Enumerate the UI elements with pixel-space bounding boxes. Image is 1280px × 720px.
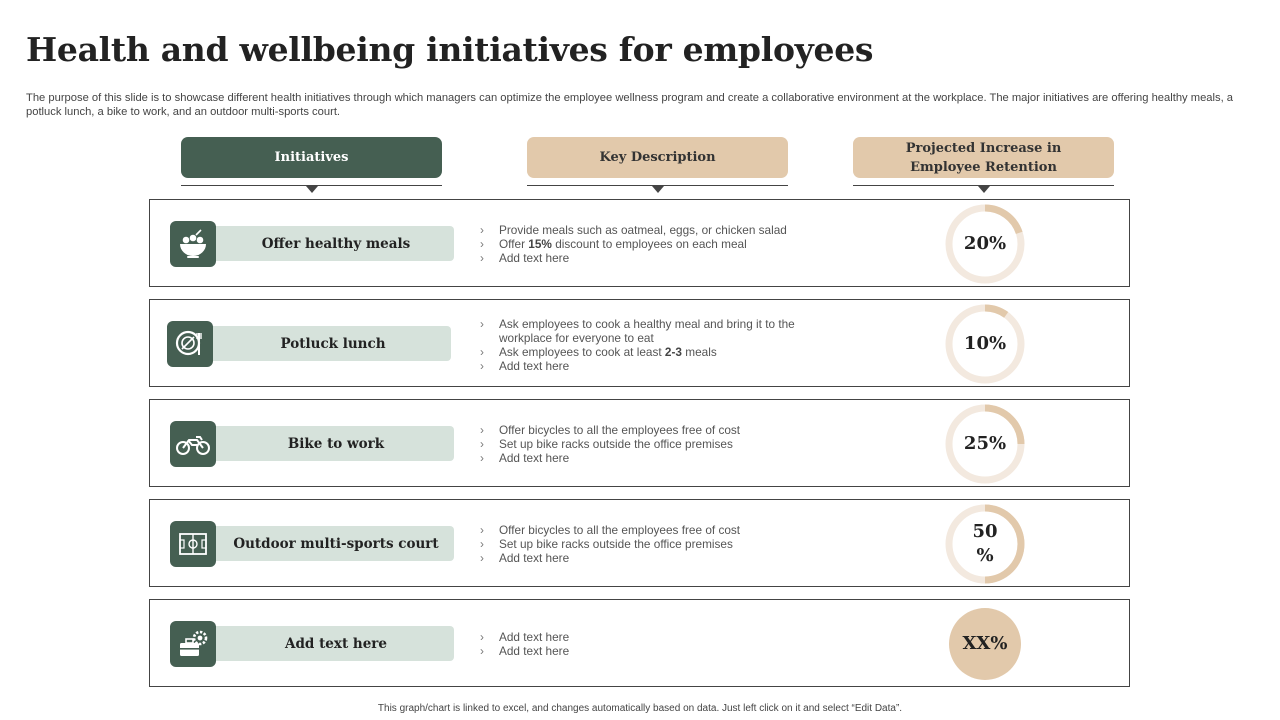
- description-text: Set up bike racks outside the office premises: [499, 537, 733, 551]
- description-item: [480, 317, 820, 345]
- description-item: [480, 523, 820, 537]
- retention-donut: [943, 402, 1027, 486]
- description-text: Add text here: [499, 644, 570, 658]
- description-item: [480, 251, 820, 265]
- description-item: [480, 630, 820, 644]
- salad-bowl-icon: [170, 221, 216, 267]
- description-list: [480, 423, 820, 465]
- description-item: [480, 423, 820, 437]
- initiative-label: Outdoor multi-sports court: [198, 526, 454, 561]
- retention-percent: 10%: [963, 333, 1007, 354]
- description-item: [480, 345, 820, 359]
- description-item: [480, 537, 820, 551]
- header-retention: [853, 137, 1114, 178]
- description-text: discount to employees on each meal: [551, 237, 747, 251]
- description-item: [480, 359, 820, 373]
- retention-placeholder: [943, 602, 1027, 686]
- description-list: [480, 630, 820, 658]
- description-text: meals: [681, 345, 717, 359]
- description-text: Offer bicycles to all the employees free of cost: [499, 523, 741, 537]
- description-item: [480, 451, 820, 465]
- retention-percent: 20%: [963, 233, 1007, 254]
- description-highlight: 2-3: [664, 345, 682, 359]
- page-subtitle: The purpose of this slide is to showcase different health initiatives through which managers can optimize the employee wellness program and create a collaborative environment at the workplace. The major initiatives are offering healthy meals, a potluck lunch, a bike to work, and an outdoor multi-sports court.: [26, 92, 1234, 118]
- initiative-row: [149, 599, 1130, 687]
- description-item: [480, 437, 820, 451]
- description-list: [480, 317, 820, 373]
- retention-donut: [943, 302, 1027, 386]
- description-text: Offer bicycles to all the employees free of cost: [499, 423, 741, 437]
- description-item: [480, 223, 820, 237]
- header-key-description: Key Description: [527, 137, 788, 178]
- retention-percent: XX%: [962, 633, 1008, 654]
- retention-donut: [943, 502, 1027, 586]
- description-text: Add text here: [499, 251, 570, 265]
- initiative-label: Bike to work: [198, 426, 454, 461]
- retention-percent: 25%: [963, 433, 1007, 454]
- description-text: Set up bike racks outside the office premises: [499, 437, 733, 451]
- header-pointer-initiatives: [181, 185, 442, 186]
- initiative-row: [149, 299, 1130, 387]
- initiative-row: [149, 499, 1130, 587]
- description-text: Add text here: [499, 359, 570, 373]
- initiative-label: Add text here: [198, 626, 454, 661]
- initiative-label: Offer healthy meals: [198, 226, 454, 261]
- description-text: Ask employees to cook a healthy meal and bring it to the workplace for everyone to eat: [499, 317, 795, 345]
- initiative-row: [149, 199, 1130, 287]
- plate-cutlery-icon: [167, 321, 213, 367]
- description-text: Ask employees to cook at least: [499, 345, 665, 359]
- page-title: Health and wellbeing initiatives for employees: [26, 30, 874, 69]
- description-text: Add text here: [499, 451, 570, 465]
- header-retention-label: Projected Increase in Employee Retention: [905, 140, 1062, 175]
- toolbox-gear-icon: [170, 621, 216, 667]
- footer-note: This graph/chart is linked to excel, and changes automatically based on data. Just left click on it and select “Edit Data”.: [377, 703, 903, 714]
- description-item: [480, 551, 820, 565]
- description-list: [480, 223, 820, 265]
- header-initiatives: Initiatives: [181, 137, 442, 178]
- description-item: [480, 644, 820, 658]
- description-item: [480, 237, 820, 251]
- retention-percent: 50 %: [972, 521, 998, 566]
- initiative-row: [149, 399, 1130, 487]
- header-pointer-retention: [853, 185, 1114, 186]
- retention-donut: [943, 202, 1027, 286]
- description-text: Add text here: [499, 551, 570, 565]
- header-pointer-description: [527, 185, 788, 186]
- initiative-label: Potluck lunch: [195, 326, 451, 361]
- motorbike-icon: [170, 421, 216, 467]
- description-list: [480, 523, 820, 565]
- description-highlight: 15%: [528, 237, 552, 251]
- sports-court-icon: [170, 521, 216, 567]
- description-text: Offer: [499, 237, 529, 251]
- description-text: Add text here: [499, 630, 570, 644]
- description-text: Provide meals such as oatmeal, eggs, or chicken salad: [499, 223, 787, 237]
